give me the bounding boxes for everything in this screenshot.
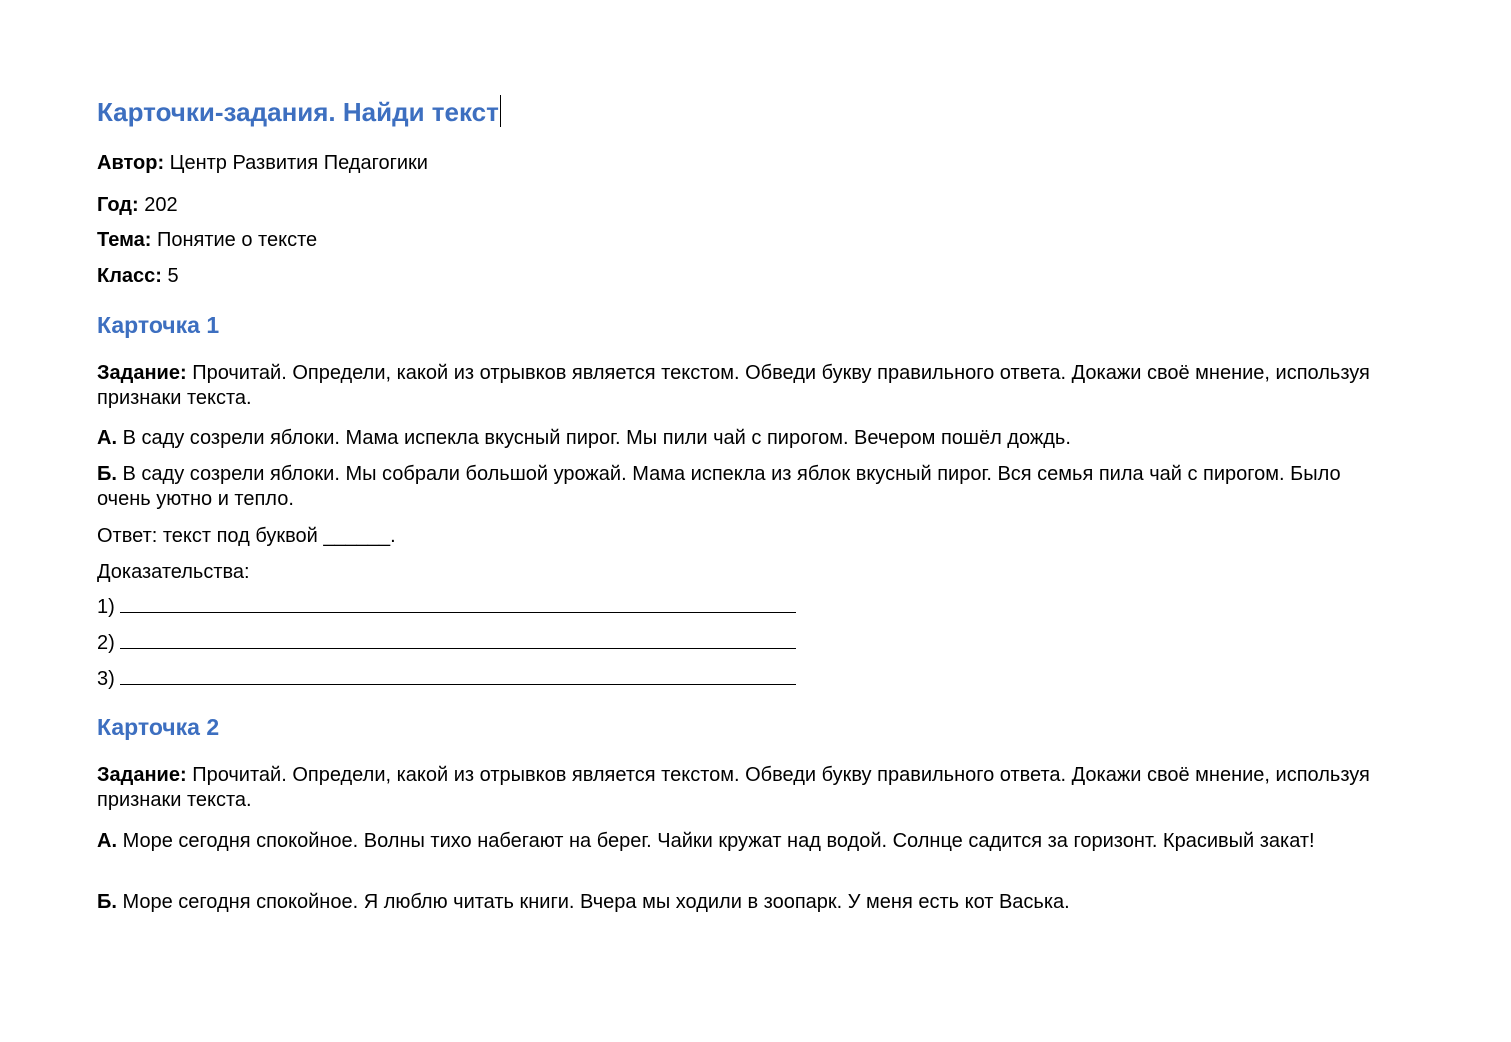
card-1-proof-label: Доказательства: [97, 561, 250, 583]
card-1-option-b-text: В саду созрели яблоки. Мы собрали большой урожай. Мама испекла из яблок вкусный пирог. Вся семья пила чай с пирогом. Было очень уютно и тепло. [97, 463, 1341, 510]
card-2-task-text: Прочитай. Определи, какой из отрывков является текстом. Обведи букву правильного ответа. Докажи своё мнение, используя признаки текста. [97, 764, 1370, 811]
card-1-answer: Ответ: текст под буквой ______. [97, 525, 396, 547]
card-2-option-b [97, 890, 1397, 915]
card-2-option-b-text: Море сегодня спокойное. Я люблю читать книги. Вчера мы ходили в зоопарк. У меня есть кот Васька. [122, 891, 1070, 913]
meta-author [97, 150, 428, 176]
meta-year-value: 202 [144, 194, 178, 216]
card-1-proof-line-2-number: 2) [97, 632, 115, 654]
meta-year [97, 192, 178, 218]
card-1-task [97, 361, 1397, 411]
card-1-option-a-label: А. [97, 427, 117, 449]
meta-topic-label: Тема: [97, 229, 152, 251]
card-2-option-a-label: А. [97, 830, 117, 852]
card-2-option-a [97, 829, 1397, 854]
card-1-task-text: Прочитай. Определи, какой из отрывков является текстом. Обведи букву правильного ответа. Докажи своё мнение, используя признаки текста. [97, 362, 1370, 409]
card-1-option-b-label: Б. [97, 463, 117, 485]
document-title[interactable] [97, 94, 501, 130]
document-title-text: Карточки-задания. Найди текст [97, 97, 499, 127]
card-1-proof-line-2 [97, 630, 796, 656]
card-1-proof-line-3 [97, 666, 796, 692]
card-1-heading: Карточка 1 [97, 312, 220, 338]
meta-year-label: Год: [97, 194, 139, 216]
card-1-option-b [97, 462, 1397, 512]
card-1-proof-line-2-blank[interactable] [120, 630, 796, 649]
card-2-option-b-label: Б. [97, 891, 117, 913]
card-1-proof-line-1 [97, 594, 796, 620]
meta-grade-label: Класс: [97, 265, 162, 287]
meta-author-value: Центр Развития Педагогики [169, 152, 428, 174]
meta-grade-value: 5 [167, 265, 179, 287]
card-2-option-a-text: Море сегодня спокойное. Волны тихо набегают на берег. Чайки кружат над водой. Солнце садится за горизонт. Красивый закат! [122, 830, 1315, 852]
card-1-option-a [97, 426, 1397, 451]
card-2-task [97, 763, 1397, 813]
meta-grade [97, 263, 179, 289]
meta-topic-value: Понятие о тексте [156, 229, 318, 251]
card-1-proof-line-1-blank[interactable] [120, 594, 796, 613]
card-1-option-a-text: В саду созрели яблоки. Мама испекла вкусный пирог. Мы пили чай с пирогом. Вечером пошёл дождь. [122, 427, 1071, 449]
meta-topic [97, 227, 317, 253]
card-1-proof-line-3-blank[interactable] [120, 666, 796, 685]
card-1-proof-line-3-number: 3) [97, 668, 115, 690]
meta-author-label: Автор: [97, 152, 165, 174]
text-cursor [500, 95, 501, 127]
card-1-task-label: Задание: [97, 362, 187, 384]
card-2-task-label: Задание: [97, 764, 187, 786]
card-2-heading: Карточка 2 [97, 714, 220, 740]
card-1-proof-line-1-number: 1) [97, 596, 115, 618]
